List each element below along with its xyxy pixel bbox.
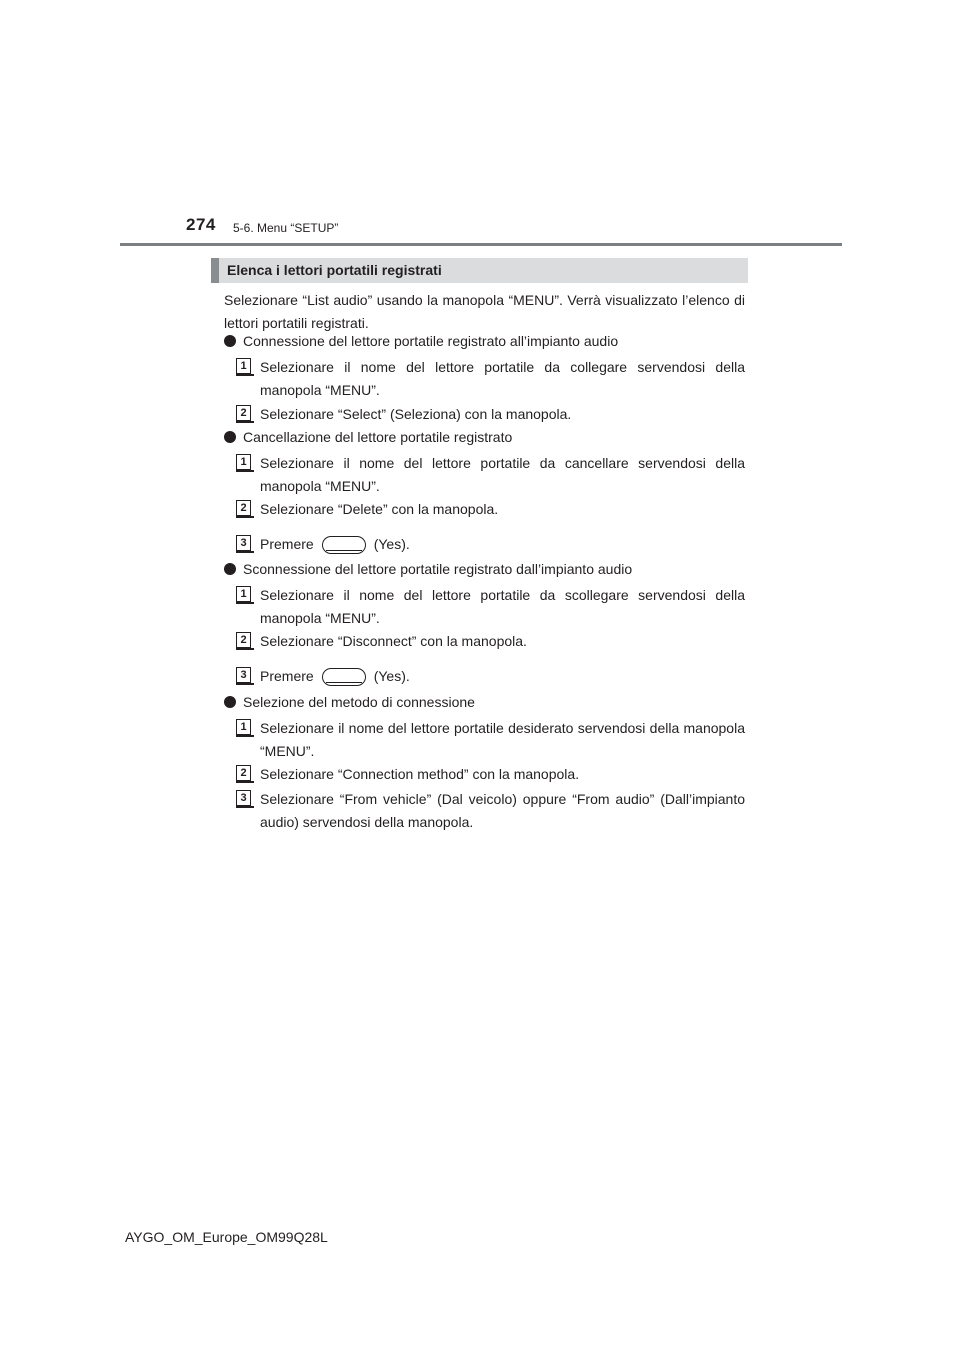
step-text-before: Premere <box>260 668 314 684</box>
step-text-before: Premere <box>260 536 314 552</box>
bullet-icon <box>224 431 236 443</box>
step-number-badge: 2 <box>236 405 251 421</box>
step-item <box>236 717 745 763</box>
step-number-badge: 1 <box>236 719 251 735</box>
step-item <box>236 403 745 426</box>
step-text: Selezionare “Delete” con la manopola. <box>260 501 499 517</box>
yes-button-icon <box>322 668 366 686</box>
step-text: Selezionare il nome del lettore portatile da scollegare servendosi della manopola “MENU”. <box>260 587 745 626</box>
step-item <box>236 630 745 653</box>
bullet-connection-method <box>224 691 475 714</box>
step-number-badge: 2 <box>236 632 251 648</box>
section-reference: 5-6. Menu “SETUP” <box>233 221 339 235</box>
bullet-connect <box>224 330 618 353</box>
header-rule <box>120 243 842 246</box>
step-text: Selezionare il nome del lettore portatile da cancellare servendosi della manopola “MENU”. <box>260 455 745 494</box>
step-number-badge: 2 <box>236 765 251 781</box>
section-heading-text: Elenca i lettori portatili registrati <box>227 262 442 278</box>
step-item <box>236 788 745 834</box>
step-text-after: (Yes). <box>373 536 410 552</box>
step-text-after: (Yes). <box>373 668 410 684</box>
step-number-badge: 3 <box>236 667 251 683</box>
step-item <box>236 356 745 402</box>
step-item <box>236 665 745 688</box>
step-item <box>236 498 745 521</box>
bullet-delete <box>224 426 512 449</box>
step-item <box>236 584 745 630</box>
bullet-disconnect <box>224 558 632 581</box>
step-text: Selezionare il nome del lettore portatile da collegare servendosi della manopola “MENU”. <box>260 359 745 398</box>
bullet-title: Selezione del metodo di connessione <box>243 694 475 710</box>
step-text: Selezionare “Select” (Seleziona) con la manopola. <box>260 406 572 422</box>
bullet-title: Connessione del lettore portatile registrato all’impianto audio <box>243 333 619 349</box>
bullet-icon <box>224 563 236 575</box>
yes-button-icon <box>322 536 366 554</box>
step-number-badge: 3 <box>236 790 251 806</box>
step-item <box>236 452 745 498</box>
step-number-badge: 1 <box>236 358 251 374</box>
step-number-badge: 2 <box>236 500 251 516</box>
footer-document-code: AYGO_OM_Europe_OM99Q28L <box>125 1229 328 1245</box>
page-number: 274 <box>186 215 216 234</box>
section-heading <box>211 258 748 283</box>
bullet-icon <box>224 335 236 347</box>
step-item <box>236 763 745 786</box>
step-text: Selezionare “From vehicle” (Dal veicolo) oppure “From audio” (Dall’impianto audio) servendosi della manopola. <box>260 791 745 830</box>
step-number-badge: 1 <box>236 586 251 602</box>
step-text: Selezionare “Disconnect” con la manopola. <box>260 633 527 649</box>
bullet-icon <box>224 696 236 708</box>
step-text: Selezionare “Connection method” con la manopola. <box>260 766 580 782</box>
step-number-badge: 1 <box>236 454 251 470</box>
step-text <box>260 665 745 688</box>
bullet-title: Sconnessione del lettore portatile registrato dall’impianto audio <box>243 561 633 577</box>
intro-paragraph: Selezionare “List audio” usando la manopola “MENU”. Verrà visualizzato l’elenco di lettori portatili registrati. <box>224 292 745 331</box>
step-item <box>236 533 745 556</box>
step-text <box>260 533 745 556</box>
bullet-title: Cancellazione del lettore portatile registrato <box>243 429 513 445</box>
step-text: Selezionare il nome del lettore portatile desiderato servendosi della manopola “MENU”. <box>260 720 745 759</box>
step-number-badge: 3 <box>236 535 251 551</box>
